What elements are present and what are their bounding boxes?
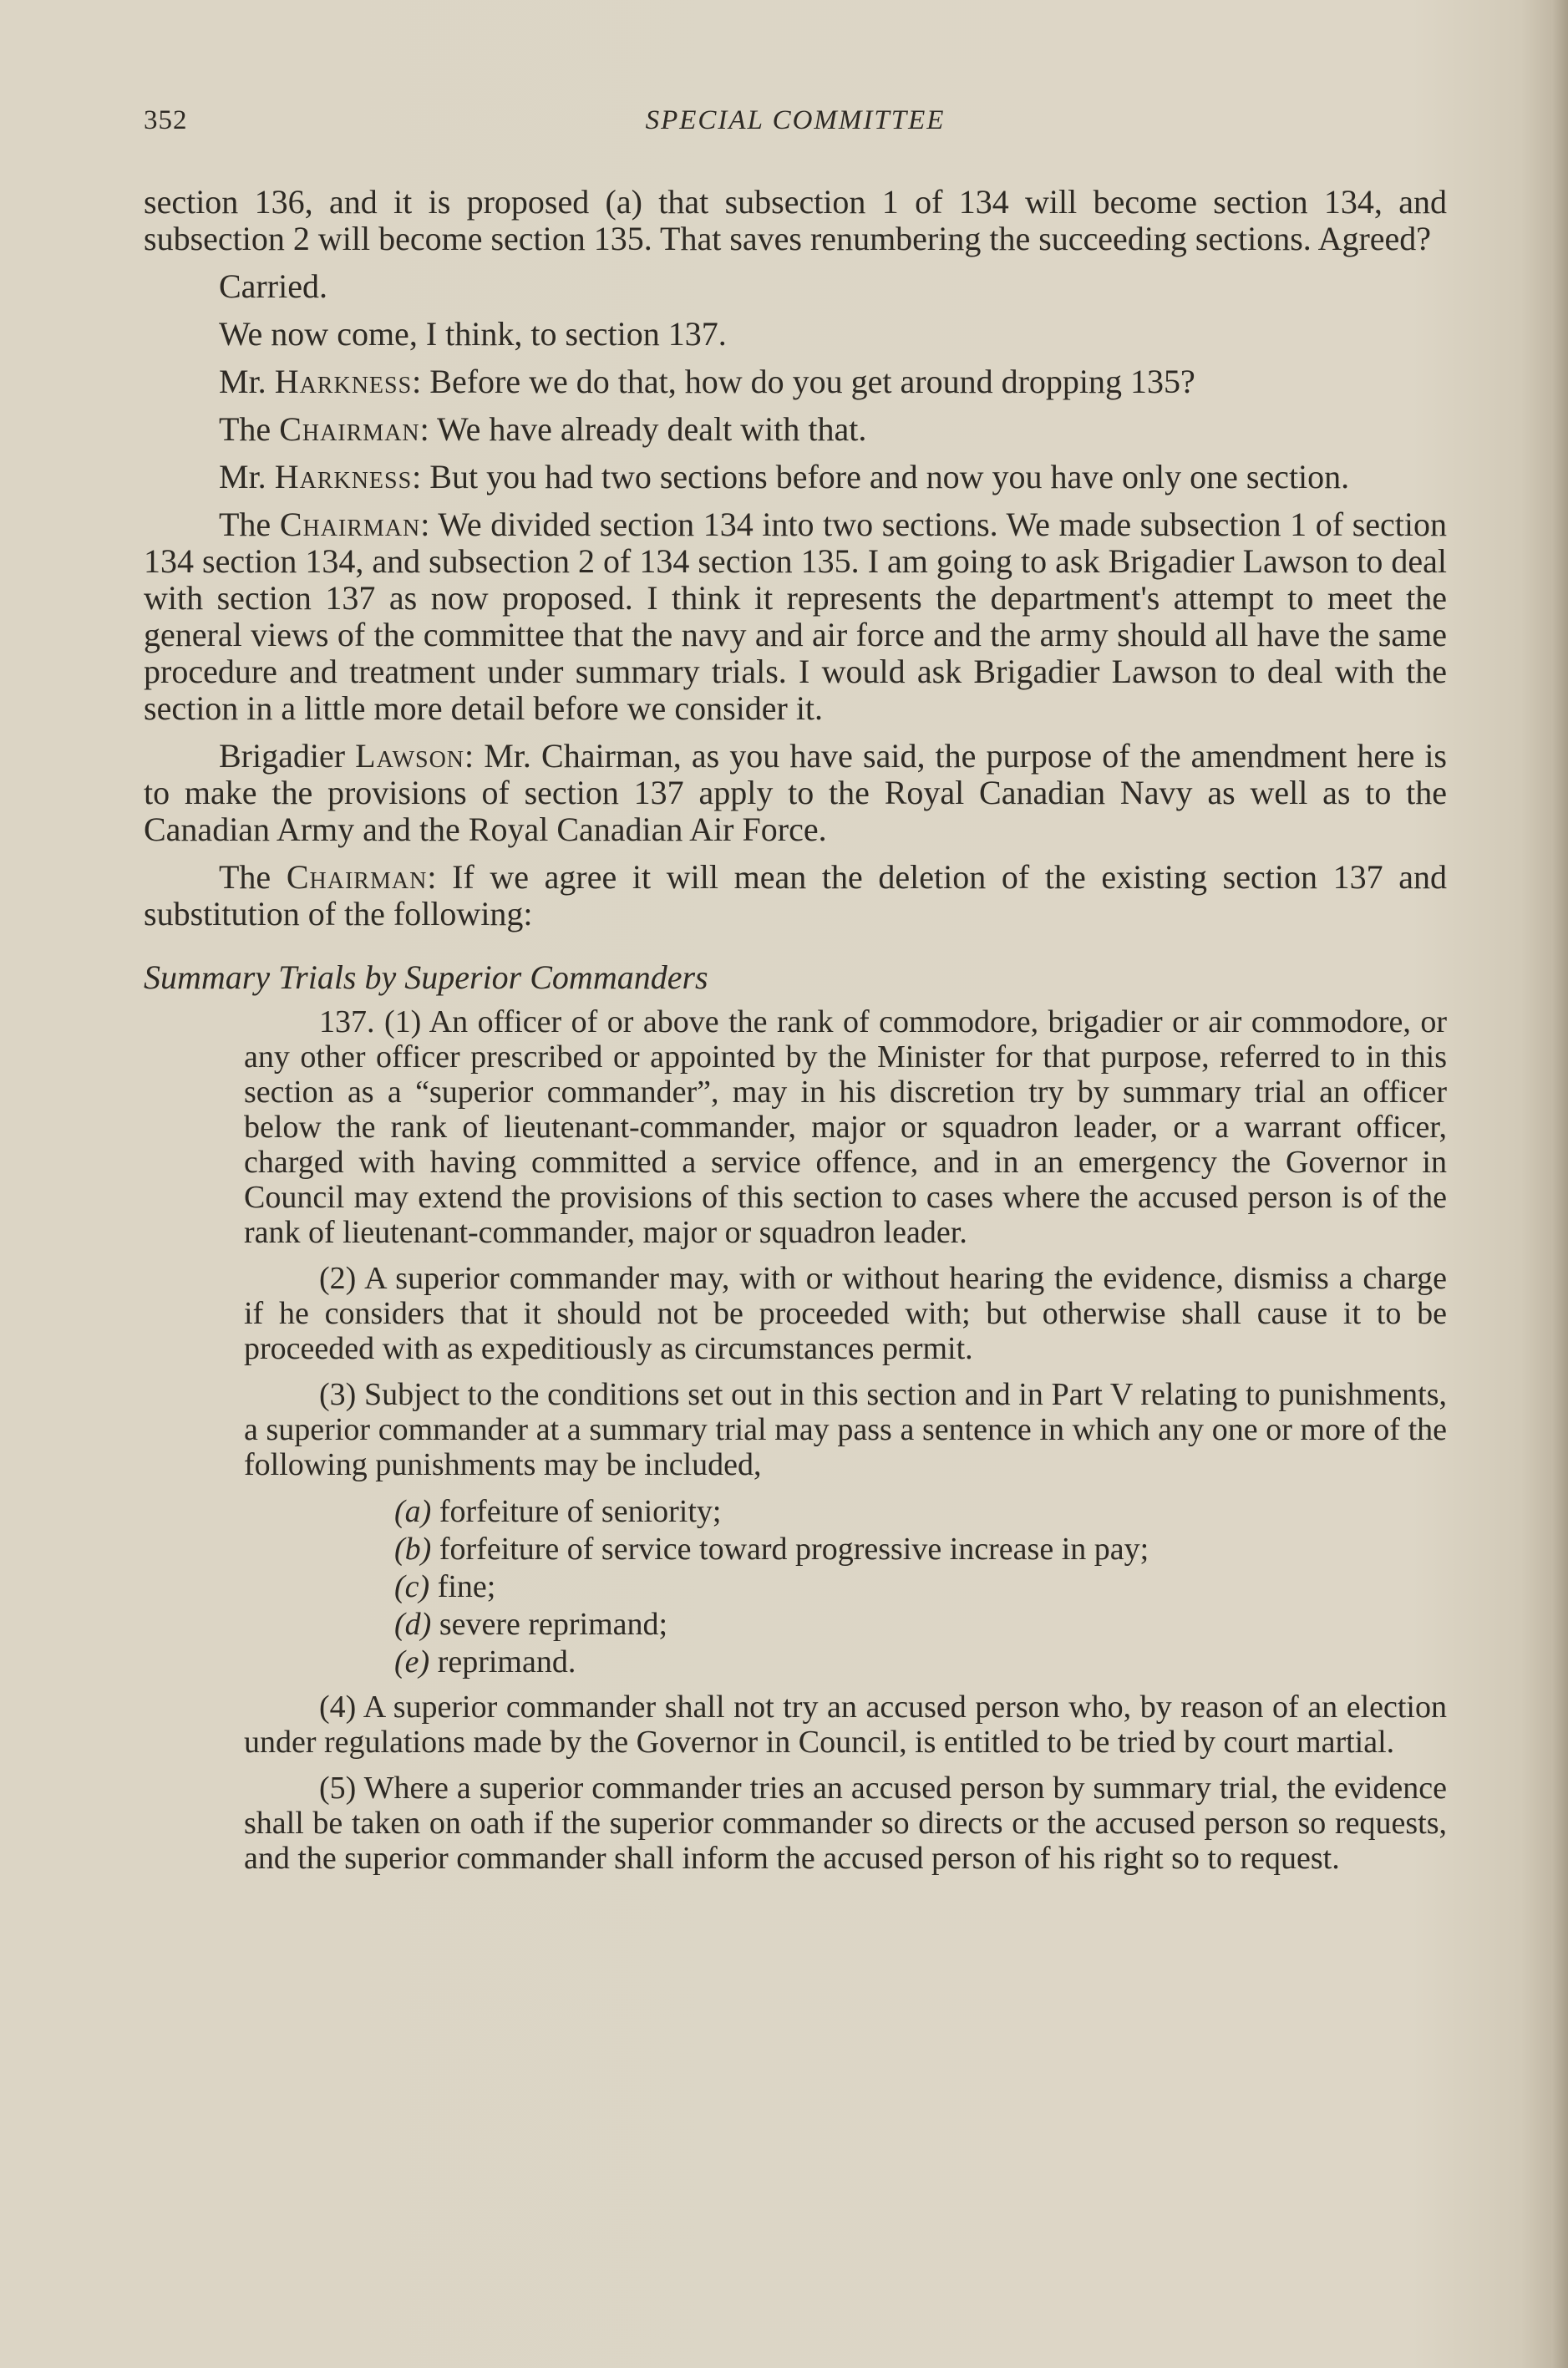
speech-text: : We divided section 134 into two sections. We made subsection 1 of section 134 section 134, and subsection 2 of 134 section 135. I am going to ask Brigadier Lawson to deal with section 137 as now proposed. I think it represents the department's attempt to meet the general views of the committee that the navy and air force and the army should all have the same procedure and treatment under summary trials. I would ask Brigadier Lawson to deal with the section in a little more detail before we consider it. — [144, 506, 1448, 727]
item-text: fine; — [437, 1569, 496, 1604]
speech-text: : But you had two sections before and now you have only one section. — [412, 458, 1350, 495]
speech-text: : If we agree it will mean the deletion of the existing section 137 and substitution of the following: — [144, 858, 1448, 932]
speech-chairman-3 — [144, 859, 1447, 932]
speaker-prefix: The — [219, 410, 280, 448]
speech-text: : Mr. Chairman, as you have said, the purpose of the amendment here is to make the provisions of section 137 apply to the Royal Canadian Navy as well as to the Canadian Army and the Royal Canadian Air Force. — [144, 737, 1448, 848]
speech-text: : Before we do that, how do you get around dropping 135? — [412, 363, 1195, 400]
speaker-name: Chairman — [279, 506, 421, 543]
speaker-name: Harkness — [274, 363, 413, 400]
item-mark: (b) — [394, 1532, 432, 1567]
speaker-prefix: The — [219, 858, 287, 896]
speech-harkness-1 — [144, 363, 1447, 400]
item-text: forfeiture of seniority; — [439, 1494, 722, 1529]
speech-lawson — [144, 738, 1447, 848]
speaker-name: Chairman — [286, 858, 428, 896]
speaker-name: Lawson — [355, 737, 465, 775]
page-body — [144, 184, 1447, 1887]
page-edge — [1551, 0, 1568, 2368]
speaker-prefix: Brigadier — [219, 737, 356, 775]
paragraph-continuation: section 136, and it is proposed (a) that subsection 1 of 134 will become section 134, and subsection 2 will become section 135. That saves renumbering the succeeding sections. Agreed? — [144, 183, 1447, 257]
item-mark: (d) — [394, 1607, 432, 1642]
list-item — [394, 1493, 1447, 1531]
item-mark: (a) — [394, 1494, 432, 1529]
speaker-prefix: The — [219, 506, 280, 543]
speech-harkness-2 — [144, 459, 1447, 495]
speech-chairman-2 — [144, 506, 1447, 727]
statute-subsection-3: (3) Subject to the conditions set out in this section and in Part V relating to punishments, a superior commander at a summary trial may pass a sentence in which any one or more of the following punishments may be included, — [244, 1377, 1447, 1482]
speaker-name: Harkness — [274, 458, 413, 495]
page-number: 352 — [144, 105, 188, 135]
speech-text: : We have already dealt with that. — [419, 410, 867, 448]
statute-subsection-4: (4) A superior commander shall not try an accused person who, by reason of an election under regulations made by the Governor in Council, is entitled to be tried by court martial. — [244, 1690, 1447, 1760]
paragraph-section-137: We now come, I think, to section 137. — [219, 315, 727, 353]
statute-subsection-5: (5) Where a superior commander tries an accused person by summary trial, the evidence shall be taken on oath if the superior commander so directs or the accused person so requests, and the superior commander shall inform the accused person of his right so to request. — [244, 1771, 1447, 1876]
speaker-name: Chairman — [279, 410, 420, 448]
speaker-prefix: Mr. — [219, 363, 275, 400]
statute-subsection-2: (2) A superior commander may, with or without hearing the evidence, dismiss a charge if he considers that it should not be proceeded with; but otherwise shall cause it to be proceeded with as expeditiously as circumstances permit. — [244, 1261, 1447, 1366]
item-mark: (c) — [394, 1569, 430, 1604]
running-title: SPECIAL COMMITTEE — [645, 105, 946, 135]
section-heading: Summary Trials by Superior Commanders — [144, 958, 708, 996]
list-item — [394, 1644, 1447, 1681]
speech-chairman-1 — [144, 411, 1447, 448]
list-item — [394, 1606, 1447, 1644]
speaker-prefix: Mr. — [219, 458, 275, 495]
item-text: reprimand. — [437, 1644, 576, 1679]
punishment-list — [144, 1493, 1447, 1681]
item-mark: (e) — [394, 1644, 430, 1679]
item-text: severe reprimand; — [439, 1607, 668, 1642]
page-header — [144, 105, 1447, 155]
list-item — [394, 1568, 1447, 1606]
item-text: forfeiture of service toward progressive increase in pay; — [439, 1532, 1149, 1567]
statute-subsection-1: 137. (1) An officer of or above the rank of commodore, brigadier or air commodore, or any other officer prescribed or appointed by the Minister for that purpose, referred to in this section as a “superior commander”, may in his discretion try by summary trial an officer below the rank of lieutenant-commander, major or squadron leader, or a warrant officer, charged with having committed a service offence, and in an emergency the Governor in Council may extend the provisions of this section to cases where the accused person is of the rank of lieutenant-commander, major or squadron leader. — [244, 1004, 1447, 1250]
paragraph-carried: Carried. — [219, 267, 327, 305]
list-item — [394, 1531, 1447, 1568]
